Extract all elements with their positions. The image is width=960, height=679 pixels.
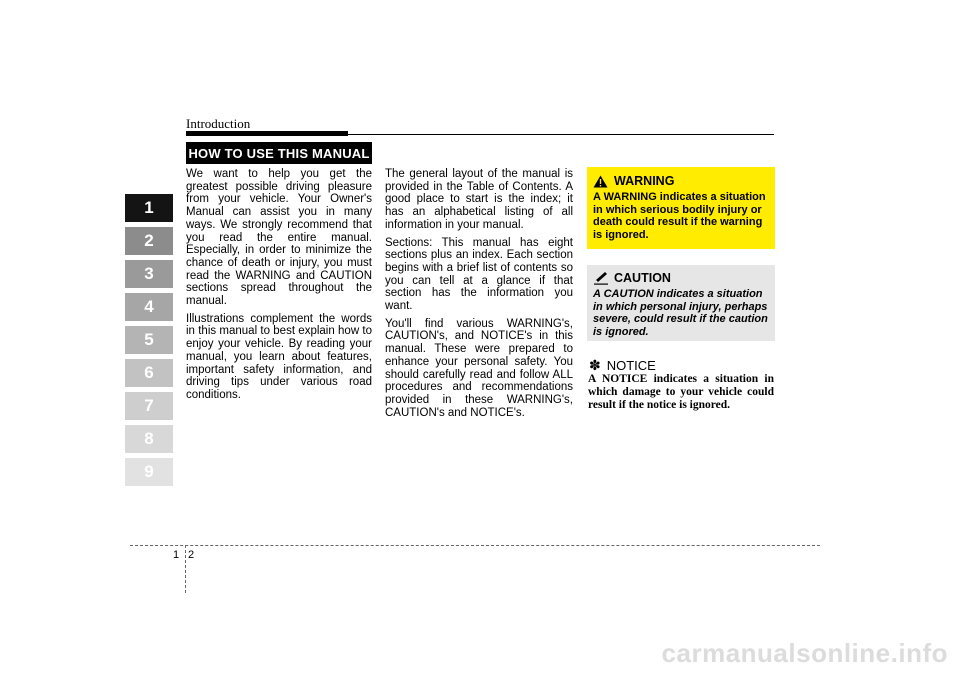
warning-heading bbox=[593, 174, 769, 188]
chapter-tab-label: 8 bbox=[144, 429, 154, 448]
footer-divider bbox=[185, 545, 186, 593]
warning-text: A WARNING indicates a situation in which serious bodily injury or death could result if the warning is ignored. bbox=[593, 191, 766, 241]
text-column-1 bbox=[186, 168, 372, 407]
paragraph: Illustrations complement the words in this manual to best explain how to enjoy your vehicle. By reading your manual, you learn about features, important safety information, and driving tips under various road conditions. bbox=[186, 312, 372, 401]
header-rule bbox=[348, 134, 774, 135]
chapter-tab-label: 1 bbox=[144, 198, 154, 217]
chapter-tab-2[interactable] bbox=[125, 227, 173, 255]
header-bar bbox=[186, 131, 348, 136]
page-number: 2 bbox=[188, 549, 195, 561]
chapter-tab-7[interactable] bbox=[125, 392, 173, 420]
watermark: carmanualsonline.info bbox=[661, 638, 948, 668]
chapter-tab-5[interactable] bbox=[125, 326, 173, 354]
paragraph: Sections: This manual has eight sections plus an index. Each section begins with a brief list of contents so you can tell at a glance if that section has the information you want. bbox=[385, 236, 573, 313]
warning-heading-label: WARNING bbox=[614, 174, 675, 188]
notice-heading-label: NOTICE bbox=[606, 358, 656, 373]
warning-box bbox=[587, 167, 775, 249]
text-column-2 bbox=[385, 168, 573, 424]
paragraph: The general layout of the manual is provided in the Table of Contents. A good place to start is the index; it has an alphabetical listing of all information in your manual. bbox=[385, 168, 573, 231]
chapter-tab-label: 2 bbox=[144, 231, 154, 250]
notice-text: A NOTICE indicates a situation in which damage to your vehicle could result if the notice is ignored. bbox=[588, 373, 774, 411]
warning-triangle-icon bbox=[593, 174, 609, 188]
pencil-icon bbox=[593, 271, 609, 285]
footer-rule bbox=[130, 545, 820, 546]
page-header-title: Introduction bbox=[186, 116, 251, 131]
chapter-tab-3[interactable] bbox=[125, 260, 173, 288]
paragraph: We want to help you get the greatest possible driving pleasure from your vehicle. Your Owner's Manual can assist you in many ways. We strongly recommend that you read the entire manual. Especially, in order to minimize the chance of death or injury, you must read the WARNING and CAUTION sections spread throughout the manual. bbox=[186, 168, 372, 308]
chapter-tab-label: 5 bbox=[144, 330, 154, 349]
caution-box bbox=[587, 265, 775, 341]
paragraph: You'll find various WARNING's, CAUTION's, and NOTICE's in this manual. These were prepared to enhance your personal safety. You should carefully read and follow ALL procedures and recommendations provided in these WARNING's, CAUTION's and NOTICE's. bbox=[385, 317, 573, 419]
notice-heading bbox=[589, 357, 656, 374]
caution-heading-label: CAUTION bbox=[614, 271, 671, 285]
caution-heading bbox=[593, 271, 769, 285]
chapter-tab-label: 6 bbox=[144, 363, 154, 382]
chapter-tab-label: 3 bbox=[144, 264, 154, 283]
caution-text: A CAUTION indicates a situation in which personal injury, perhaps severe, could result if the caution is ignored. bbox=[593, 288, 768, 338]
chapter-tabs bbox=[125, 194, 173, 491]
chapter-tab-label: 4 bbox=[144, 297, 154, 316]
chapter-tab-label: 7 bbox=[144, 396, 154, 415]
chapter-tab-6[interactable] bbox=[125, 359, 173, 387]
chapter-tab-1[interactable] bbox=[125, 194, 173, 222]
section-number: 1 bbox=[173, 549, 180, 561]
chapter-tab-4[interactable] bbox=[125, 293, 173, 321]
chapter-tab-8[interactable] bbox=[125, 425, 173, 453]
chapter-tab-label: 9 bbox=[144, 462, 154, 481]
section-title: HOW TO USE THIS MANUAL bbox=[186, 142, 372, 164]
chapter-tab-9[interactable] bbox=[125, 458, 173, 486]
asterisk-icon: ✽ bbox=[589, 357, 601, 373]
